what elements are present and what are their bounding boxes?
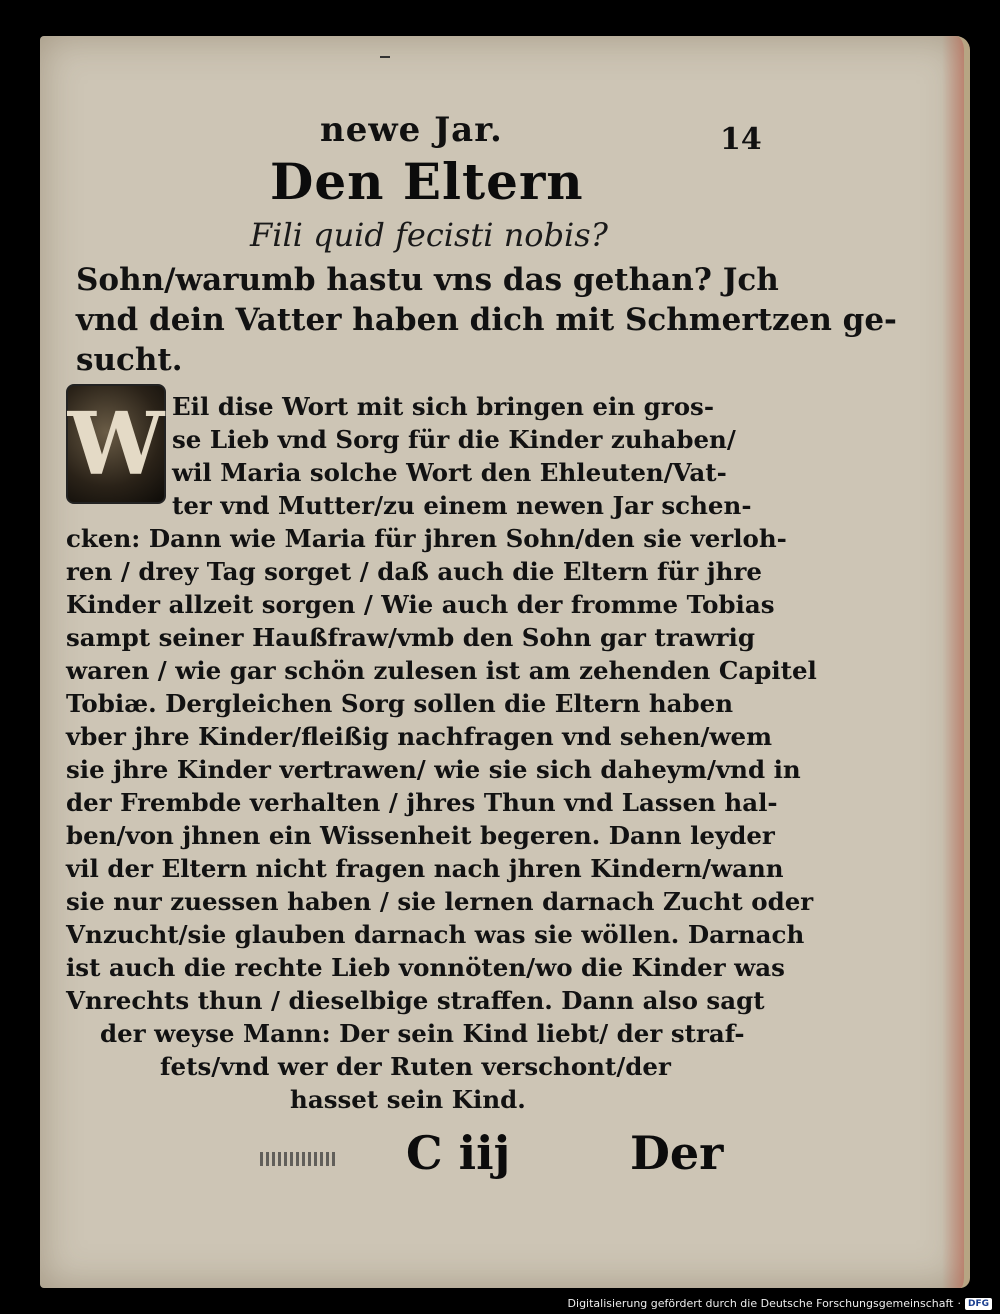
body-line: sie nur zuessen haben / sie lernen darnach Zucht oder — [66, 887, 814, 916]
folio-number: 14 — [720, 122, 762, 157]
body-line: Eil dise Wort mit sich bringen ein gros- — [172, 392, 715, 421]
body-line: sampt seiner Haußfraw/vmb den Sohn gar trawrig — [66, 623, 755, 652]
body-line: der Frembde verhalten / jhres Thun vnd Lassen hal- — [66, 788, 778, 817]
body-line: ben/von jhnen ein Wissenheit begeren. Dann leyder — [66, 821, 775, 850]
body-line: hasset sein Kind. — [290, 1085, 526, 1114]
body-line: der weyse Mann: Der sein Kind liebt/ der straf- — [100, 1019, 745, 1048]
body-line: ist auch die rechte Lieb vonnöten/wo die Kinder was — [66, 953, 785, 982]
top-mark — [380, 56, 390, 58]
body-line: ren / drey Tag sorget / daß auch die Eltern für jhre — [66, 557, 762, 586]
signature-mark: C iij — [406, 1126, 511, 1180]
body-line: wil Maria solche Wort den Ehleuten/Vat- — [172, 458, 727, 487]
page-edge — [942, 36, 964, 1288]
body-line: Tobiæ. Dergleichen Sorg sollen die Eltern haben — [66, 689, 734, 718]
section-title: Den Eltern — [270, 152, 584, 211]
body-line: Kinder allzeit sorgen / Wie auch der fromme Tobias — [66, 590, 775, 619]
latin-quote: Fili quid fecisti nobis? — [250, 216, 608, 254]
body-line: Vnzucht/sie glauben darnach was sie wöllen. Darnach — [66, 920, 805, 949]
body-line: fets/vnd wer der Ruten verschont/der — [160, 1052, 671, 1081]
ornament-flourish — [260, 1152, 336, 1166]
footer-text: Digitalisierung gefördert durch die Deutsche Forschungsgemeinschaft — [567, 1297, 954, 1310]
body-line: vber jhre Kinder/fleißig nachfragen vnd sehen/wem — [66, 722, 773, 751]
digitization-footer: Digitalisierung gefördert durch die Deutsche Forschungsgemeinschaft · DFG — [568, 1297, 992, 1310]
intro-line: Sohn/warumb hastu vns das gethan? Jch — [76, 262, 779, 298]
running-head: newe Jar. — [320, 110, 503, 150]
body-line: sie jhre Kinder vertrawen/ wie sie sich daheym/vnd in — [66, 755, 801, 784]
dfg-logo: DFG — [965, 1298, 992, 1310]
body-line: Vnrechts thun / dieselbige straffen. Dann also sagt — [66, 986, 765, 1015]
body-line: cken: Dann wie Maria für jhren Sohn/den sie verloh- — [66, 524, 787, 553]
book-page — [40, 36, 970, 1288]
body-line: waren / wie gar schön zulesen ist am zehenden Capitel — [66, 656, 817, 685]
intro-line: sucht. — [76, 342, 183, 378]
intro-line: vnd dein Vatter haben dich mit Schmertzen ge- — [76, 302, 897, 338]
decorated-initial: W — [66, 384, 166, 504]
body-line: se Lieb vnd Sorg für die Kinder zuhaben/ — [172, 425, 736, 454]
catchword: Der — [630, 1126, 724, 1180]
body-line: ter vnd Mutter/zu einem newen Jar schen- — [172, 491, 752, 520]
body-line: vil der Eltern nicht fragen nach jhren Kindern/wann — [66, 854, 784, 883]
